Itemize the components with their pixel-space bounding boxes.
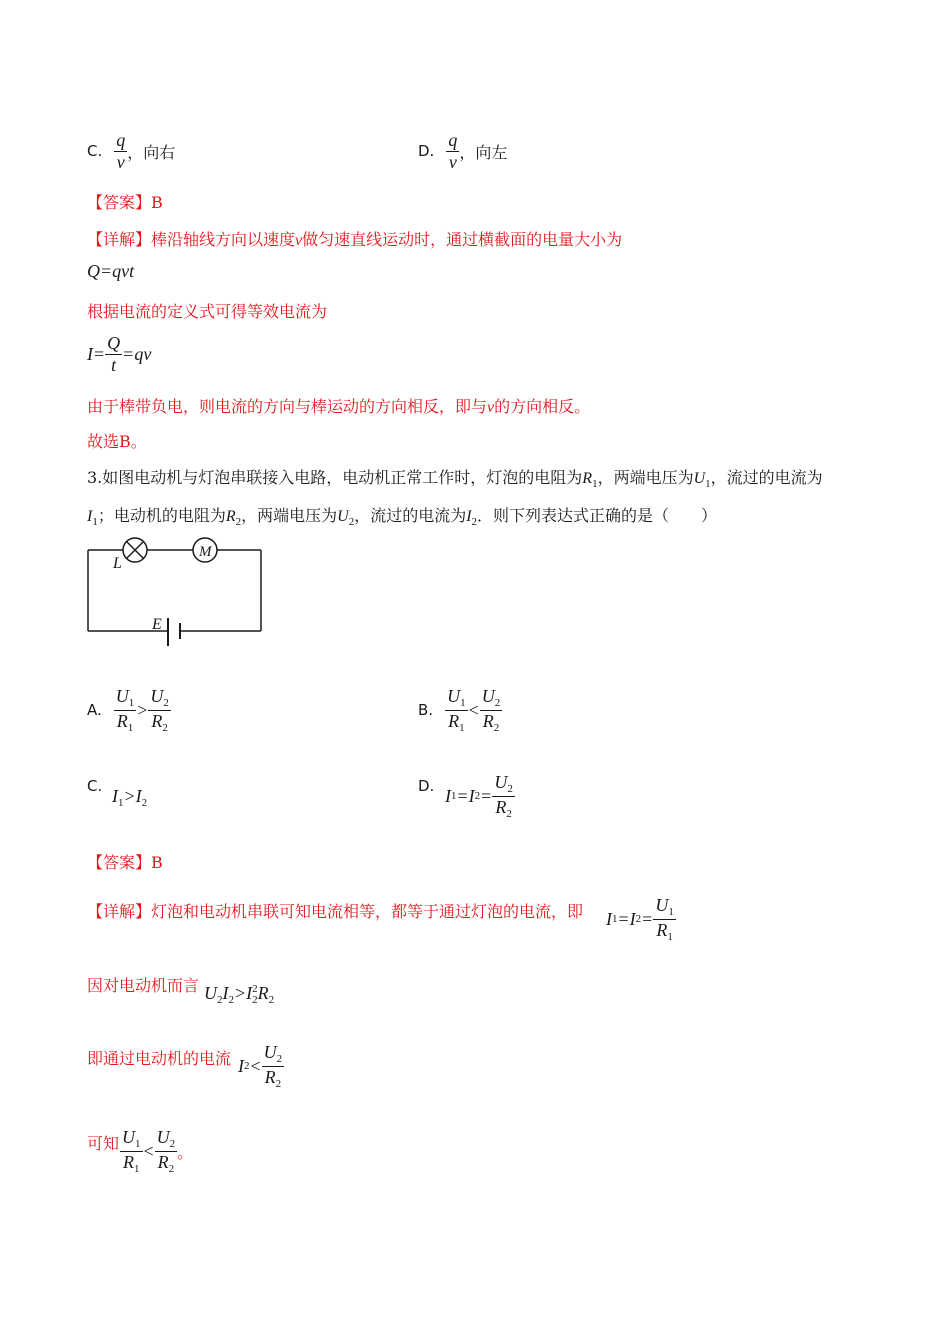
velocity-symbol: v [487, 399, 495, 416]
fraction-denominator: v [116, 151, 125, 172]
math-subscript: 2 [506, 807, 512, 820]
option-label: D. [418, 142, 435, 161]
math-symbol: U [263, 1042, 277, 1062]
math-symbol: U [494, 772, 508, 792]
math-symbol: U [655, 895, 669, 915]
math-symbol [466, 508, 478, 528]
option-label: C. [87, 142, 103, 161]
q2-detail-line4: 故选B。 [87, 432, 147, 451]
fraction-denominator [654, 920, 675, 944]
math-subscript: 2 [252, 993, 258, 1006]
math-operator: = [618, 908, 629, 929]
math-subscript: 2 [474, 790, 481, 803]
math-subscript: 2 [162, 721, 168, 734]
option-d-q3 [418, 776, 434, 795]
option-d-formula [445, 772, 515, 820]
math-symbol: R [116, 710, 128, 731]
fraction-denominator: t [111, 354, 117, 375]
math-symbol: R [448, 710, 460, 731]
math-symbol-base: R [225, 508, 236, 525]
fraction [262, 1042, 285, 1090]
math-subscript: 1 [667, 930, 673, 943]
math-symbol [582, 470, 598, 490]
math-subscript: 2 [275, 1077, 282, 1090]
math-symbol: R [123, 1151, 134, 1172]
fraction-numerator: Q [107, 333, 121, 353]
detail-text: 由于棒带负电，则电流的方向与棒运动的方向相反，即与 [87, 397, 488, 416]
fraction [446, 130, 459, 172]
fraction-numerator [114, 686, 137, 711]
circuit-diagram [80, 530, 280, 655]
stem-text: ，流过的电流为 [354, 506, 467, 525]
fraction-numerator [653, 895, 676, 920]
fraction-numerator [445, 686, 468, 711]
detail-head: 【详解】 [87, 902, 152, 921]
fraction-denominator: v [448, 151, 457, 172]
math-subscript: 2 [141, 797, 148, 809]
option-text: ，向右 [127, 142, 176, 162]
math-symbol-base: I [87, 508, 93, 525]
math-operator: > [124, 786, 135, 806]
math-operator: > [137, 699, 148, 720]
detail-text: 棒沿轴线方向以速度 [151, 230, 296, 249]
math-subscript: 1 [668, 906, 674, 918]
math-subscript: 2 [268, 994, 275, 1006]
fraction-denominator [149, 711, 170, 735]
q2-detail-line1 [87, 227, 622, 250]
q3-equation-4 [120, 1127, 193, 1175]
math-operator: = [101, 261, 112, 281]
q3-equation-1 [606, 895, 676, 943]
math-symbol: R [264, 1066, 276, 1087]
math-symbol: qv [134, 343, 152, 364]
math-symbol: I [222, 983, 229, 1003]
math-symbol: R [495, 796, 507, 817]
math-symbol: U [481, 686, 495, 706]
math-subscript: 2 [168, 1162, 175, 1175]
motor-label: M [199, 544, 212, 560]
math-subscript: 2 [217, 994, 223, 1006]
fraction [492, 772, 515, 820]
math-symbol: R [157, 1151, 169, 1172]
fraction-numerator [480, 686, 503, 711]
stem-text: 3.如图电动机与灯泡串联接入电路，电动机正常工作时，灯泡的电阻为 [87, 468, 583, 487]
math-symbol [337, 508, 355, 528]
math-subscript: 1 [459, 721, 465, 734]
math-subscript: 2 [493, 721, 500, 734]
stem-text: ，流过的电流为 [710, 468, 823, 487]
math-symbol: R [257, 983, 269, 1003]
option-label: C. [87, 777, 103, 795]
q3-stem-line2 [87, 503, 717, 528]
math-symbol: U [204, 983, 217, 1003]
option-d-q2 [418, 130, 507, 172]
math-symbol-base: R [582, 470, 593, 487]
stem-text: ．则下列表达式正确的是（ ） [477, 506, 718, 525]
q3-equation-2 [204, 983, 274, 1006]
detail-text: 的方向相反。 [494, 397, 591, 416]
math-subscript: 1 [135, 1138, 141, 1150]
q2-equation-2 [87, 333, 151, 375]
math-subscript: 1 [118, 797, 124, 809]
fraction-numerator [262, 1042, 285, 1067]
math-symbol: U [150, 686, 164, 706]
fraction [120, 1127, 143, 1175]
q3-detail-line2: 因对电动机而言 [87, 976, 200, 995]
math-symbol: Q [87, 261, 100, 281]
q3-equation-3 [238, 1042, 284, 1090]
fraction [148, 686, 171, 734]
fraction [114, 130, 127, 172]
option-formula [445, 686, 502, 734]
option-formula [114, 686, 171, 734]
q2-detail-line2: 根据电流的定义式可得等效电流为 [87, 302, 328, 321]
fraction [445, 686, 468, 734]
math-subscript: 2 [163, 697, 169, 709]
math-symbol-base: U [337, 508, 349, 525]
detail-text: 做匀速直线运动时，通过横截面的电量大小为 [302, 230, 623, 249]
math-symbol: I [445, 785, 451, 806]
math-symbol: U [122, 1127, 135, 1147]
fraction [653, 895, 676, 943]
math-operator: = [123, 343, 134, 364]
math-operator: = [642, 908, 653, 929]
math-subscript: 2 [494, 697, 501, 709]
option-b-q3 [418, 686, 502, 734]
math-subscript: 2 [228, 994, 234, 1006]
math-symbol: U [156, 1127, 170, 1147]
math-subscript: 2 [244, 1060, 250, 1073]
fraction [155, 1127, 178, 1175]
option-text: ，向左 [459, 142, 508, 162]
q2-answer: 【答案】B [87, 193, 163, 212]
math-subscript: 1 [705, 478, 711, 490]
option-label: A. [87, 701, 102, 720]
fraction-denominator [481, 711, 502, 735]
math-symbol: I [468, 785, 475, 806]
q2-detail-line3 [87, 394, 590, 417]
math-subscript: 1 [92, 516, 98, 528]
q3-detail-line1 [87, 899, 583, 922]
math-symbol: I [606, 908, 612, 929]
stem-text: ，两端电压为 [241, 506, 338, 525]
math-subscript: 1 [451, 790, 457, 803]
math-operator: = [457, 785, 468, 806]
math-symbol: U [447, 686, 461, 706]
sentence-end: 。 [177, 1144, 194, 1162]
math-subscript: 2 [169, 1138, 176, 1150]
fraction-numerator: q [448, 130, 458, 150]
math-subscript: 1 [460, 697, 466, 709]
math-operator: < [250, 1055, 261, 1076]
fraction-denominator [156, 1152, 177, 1176]
option-a-q3 [87, 686, 171, 734]
option-c-q3 [87, 776, 102, 795]
math-symbol: R [151, 710, 163, 731]
math-symbol-base: U [693, 470, 706, 487]
math-operator: < [143, 1140, 154, 1161]
q3-answer: 【答案】B [87, 853, 163, 872]
math-subscript: 1 [128, 697, 135, 709]
math-symbol [87, 508, 98, 528]
math-symbol: U [115, 686, 129, 706]
option-label: D. [418, 777, 435, 795]
math-symbol: R [482, 710, 494, 731]
lamp-label: L [113, 555, 122, 572]
stem-text: ，两端电压为 [597, 468, 694, 487]
fraction [114, 686, 137, 734]
q3-stem-line1 [87, 465, 823, 490]
q2-equation-1 [87, 261, 134, 282]
fraction-denominator [446, 711, 467, 735]
q3-detail-line4: 可知 [87, 1134, 120, 1153]
math-symbol: I [246, 983, 253, 1003]
fraction-numerator [492, 772, 515, 797]
math-symbol: R [656, 919, 668, 940]
math-symbol: I [87, 343, 93, 364]
math-subscript: 1 [592, 478, 598, 490]
math-symbol: I [629, 908, 636, 929]
math-subscript: 2 [507, 783, 513, 795]
math-subscript: 2 [235, 516, 242, 528]
q3-detail-line3: 即通过电动机的电流 [87, 1049, 232, 1068]
math-subscript: 2 [276, 1053, 283, 1065]
fraction-denominator [121, 1152, 142, 1176]
math-symbol [693, 470, 711, 490]
math-symbol: I [112, 786, 118, 806]
math-subscript: 2 [635, 913, 642, 926]
source-label: E [152, 616, 162, 633]
math-symbol: I [238, 1055, 244, 1076]
fraction-numerator [155, 1127, 178, 1152]
math-symbol: qvt [112, 261, 135, 281]
math-symbol-base: I [466, 508, 472, 525]
stem-text: ；电动机的电阻为 [97, 506, 226, 525]
fraction-denominator [115, 711, 136, 735]
math-symbol [225, 508, 242, 528]
fraction-numerator: q [116, 130, 126, 150]
math-subscript: 2 [348, 516, 355, 528]
math-subscript: 1 [134, 1162, 140, 1175]
detail-text: 灯泡和电动机串联可知电流相等，都等于通过灯泡的电流，即 [151, 902, 584, 921]
math-superscript: 2 [252, 982, 258, 995]
detail-head: 【详解】 [87, 230, 152, 249]
math-subscript: 2 [471, 516, 478, 528]
math-subscript: 1 [127, 721, 134, 734]
velocity-symbol: v [295, 232, 303, 249]
math-operator: = [94, 343, 105, 364]
fraction-numerator [148, 686, 171, 711]
option-label: B. [418, 701, 434, 720]
math-operator: > [235, 983, 246, 1003]
option-c-formula [112, 786, 147, 809]
fraction-denominator [493, 797, 514, 821]
math-symbol: I [135, 786, 142, 806]
fraction [480, 686, 503, 734]
fraction [105, 333, 122, 375]
math-operator: < [468, 699, 479, 720]
math-operator: = [481, 785, 492, 806]
option-c-q2 [87, 130, 175, 172]
fraction-denominator [263, 1067, 284, 1091]
fraction-numerator [120, 1127, 143, 1152]
math-subscript: 1 [612, 913, 618, 926]
